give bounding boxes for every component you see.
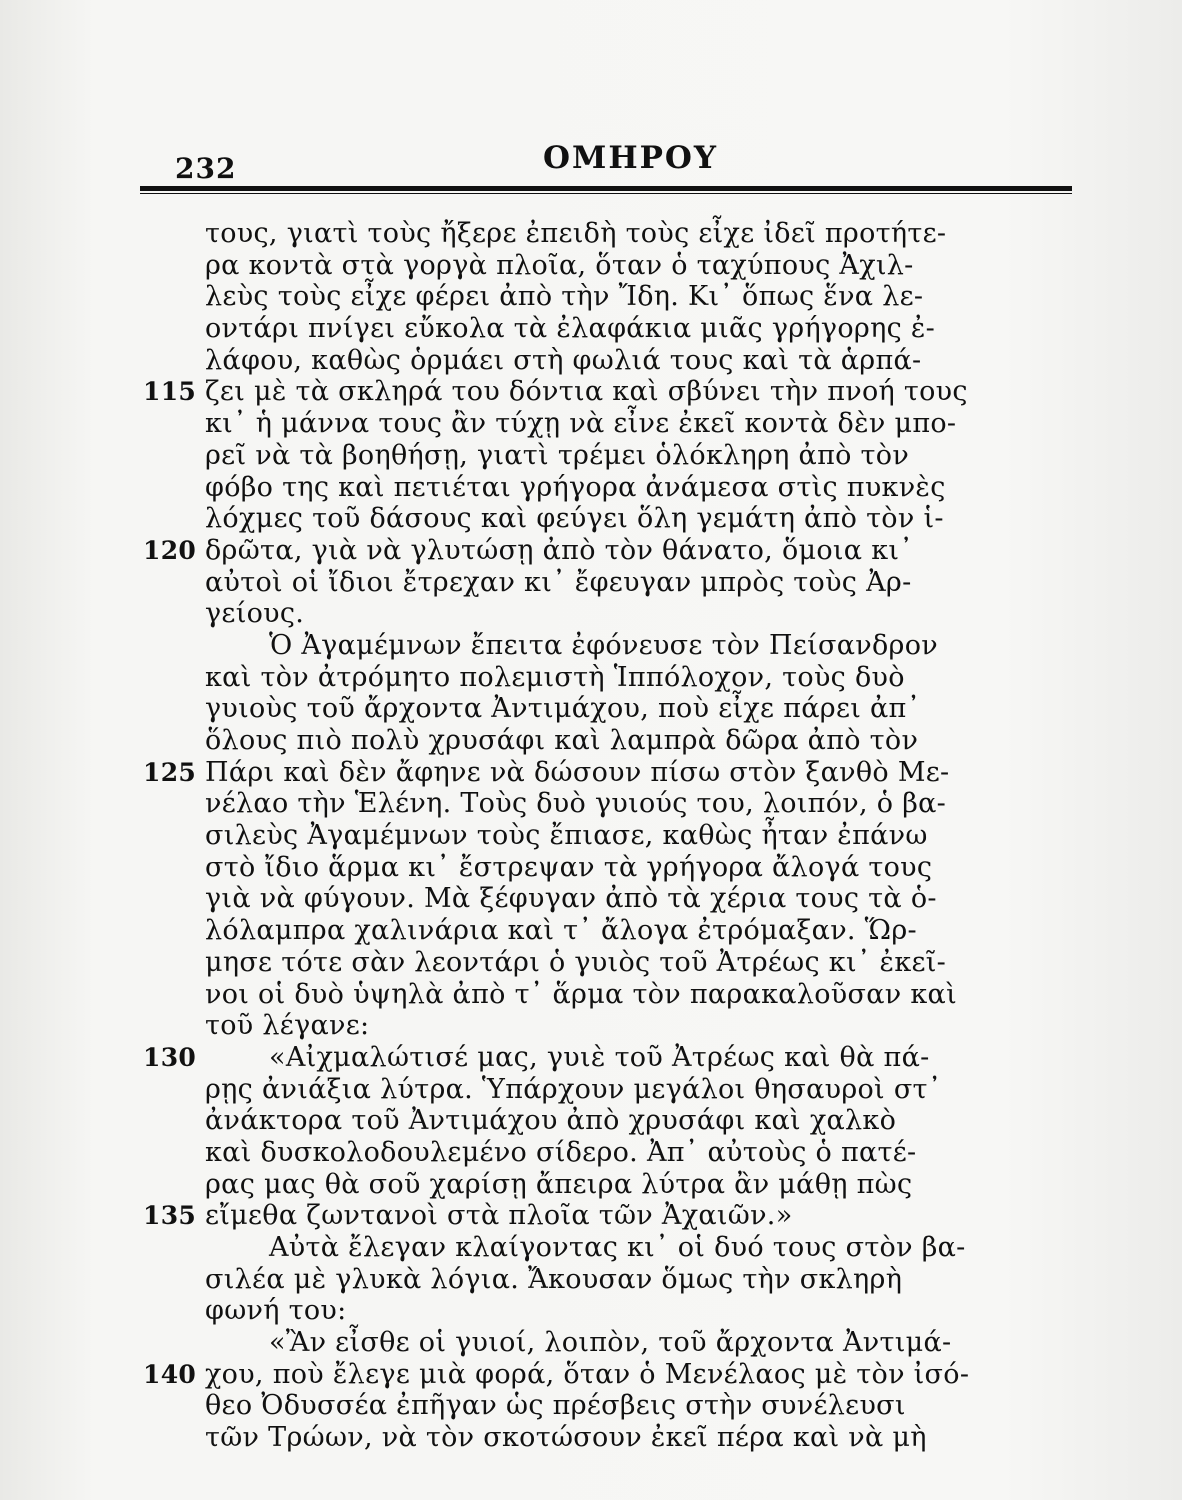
text-line [205, 883, 1075, 915]
line-text: κι᾿ ἡ μάννα τους ἂν τύχῃ νὰ εἶνε ἐκεῖ κοντὰ δὲν μπο- [205, 408, 957, 440]
line-number: 135 [143, 1201, 197, 1231]
line-text: γυιοὺς τοῦ ἄρχοντα Ἀντιμάχου, ποὺ εἶχε πάρει ἀπ᾿ [205, 693, 921, 725]
text-line [205, 788, 1075, 820]
text-line [205, 725, 1075, 757]
text-line [143, 1041, 1075, 1074]
text-line [205, 1295, 1075, 1327]
line-text: καὶ δυσκολοδουλεμένο σίδερο. Ἀπ᾿ αὐτοὺς ὁ πατέ- [205, 1136, 917, 1168]
text-line [205, 218, 1075, 250]
text-line [205, 1232, 1075, 1264]
line-text: φωνή του: [205, 1295, 347, 1327]
line-text: Ὁ Ἀγαμέμνων ἔπειτα ἐφόνευσε τὸν Πείσανδρον [269, 629, 938, 661]
text-line [205, 250, 1075, 282]
line-number: 115 [143, 377, 197, 407]
line-number: 125 [143, 757, 197, 787]
text-line [205, 1264, 1075, 1296]
line-text: δρῶτα, γιὰ νὰ γλυτώσῃ ἀπὸ τὸν θάνατο, ὅμοια κι᾿ [205, 534, 914, 566]
text-line [143, 1358, 1075, 1391]
text-line [205, 472, 1075, 504]
text-line [205, 313, 1075, 345]
text-line [205, 1074, 1075, 1106]
line-text: ρῃς ἀνιάξια λύτρα. Ὑπάρχουν μεγάλοι θησαυροὶ στ᾿ [205, 1073, 942, 1105]
text-line [205, 915, 1075, 947]
text-line [205, 1390, 1075, 1422]
text-line [143, 376, 1075, 408]
text-line [205, 852, 1075, 884]
text-line [205, 693, 1075, 725]
line-text: ζει μὲ τὰ σκληρά του δόντια καὶ σβύνει τὴν πνοή τους [205, 376, 968, 408]
text-line [205, 630, 1075, 662]
text-line [205, 345, 1075, 377]
line-text: στὸ ἴδιο ἅρμα κι᾿ ἔστρεψαν τὰ γρήγορα ἄλογά τους [205, 851, 933, 883]
text-line [205, 947, 1075, 979]
line-text: νέλαο τὴν Ἑλένη. Τοὺς δυὸ γυιούς του, λοιπόν, ὁ βα- [205, 788, 947, 820]
body-text [143, 218, 1075, 1454]
line-text: αὐτοὶ οἱ ἴδιοι ἔτρεχαν κι᾿ ἔφευγαν μπρὸς τοὺς Ἀρ- [205, 566, 912, 598]
text-line [205, 1137, 1075, 1169]
line-text: ρα κοντὰ στὰ γοργὰ πλοῖα, ὅταν ὁ ταχύπους Ἀχιλ- [205, 249, 914, 281]
text-line [205, 1327, 1075, 1359]
line-text: Πάρι καὶ δὲν ἄφηνε νὰ δώσουν πίσω στὸν ξανθὸ Με- [205, 756, 950, 788]
header-rule [140, 186, 1072, 194]
running-title: ΟΜΗΡΟΥ [543, 140, 719, 176]
line-text: Αὐτὰ ἔλεγαν κλαίγοντας κι᾿ οἱ δυό τους στὸν βα- [269, 1232, 966, 1263]
line-text: σιλεὺς Ἀγαμέμνων τοὺς ἔπιασε, καθὼς ἦταν ἐπάνω [205, 820, 928, 852]
text-line [205, 979, 1075, 1011]
text-line [205, 503, 1075, 535]
line-text: ἀνάκτορα τοῦ Ἀντιμάχου ἀπὸ χρυσάφι καὶ χαλκὸ [205, 1105, 897, 1137]
line-text: φόβο της καὶ πετιέται γρήγορα ἀνάμεσα στὶς πυκνὲς [205, 471, 946, 503]
line-text: γιὰ νὰ φύγουν. Μὰ ξέφυγαν ἀπὸ τὰ χέρια τους τὰ ὁ- [205, 883, 937, 915]
line-text: τῶν Τρώων, νὰ τὸν σκοτώσουν ἐκεῖ πέρα καὶ νὰ μὴ [205, 1422, 927, 1454]
text-line [205, 281, 1075, 313]
line-text: «Ἂν εἶσθε οἱ γυιοί, λοιπὸν, τοῦ ἄρχοντα Ἀντιμά- [269, 1327, 952, 1359]
line-text: τοῦ λέγανε: [205, 1010, 370, 1042]
line-text: εἴμεθα ζωντανοὶ στὰ πλοῖα τῶν Ἀχαιῶν.» [205, 1200, 793, 1232]
text-line [205, 598, 1075, 630]
line-number: 140 [143, 1359, 197, 1389]
line-text: λόχμες τοῦ δάσους καὶ φεύγει ὅλη γεμάτη ἀπὸ τὸν ἱ- [205, 503, 944, 535]
text-line [205, 440, 1075, 472]
line-text: σιλέα μὲ γλυκὰ λόγια. Ἄκουσαν ὅμως τὴν σκληρὴ [205, 1263, 903, 1295]
text-line [205, 1169, 1075, 1201]
line-text: «Αἰχμαλώτισέ μας, γυιὲ τοῦ Ἀτρέως καὶ θὰ πά- [269, 1041, 930, 1073]
text-line [205, 1422, 1075, 1454]
line-number: 120 [143, 535, 197, 565]
line-text: οντάρι πνίγει εὔκολα τὰ ἐλαφάκια μιᾶς γρήγορης ἐ- [205, 313, 936, 345]
text-line [205, 820, 1075, 852]
line-text: νοι οἱ δυὸ ὑψηλὰ ἀπὸ τ᾿ ἅρμα τὸν παρακαλοῦσαν καὶ [205, 978, 957, 1010]
page-header [145, 140, 1075, 185]
line-text: γείους. [205, 598, 305, 630]
line-text: θεο Ὀδυσσέα ἐπῆγαν ὡς πρέσβεις στὴν συνέλευσι [205, 1390, 906, 1422]
text-line [205, 567, 1075, 599]
text-line [205, 408, 1075, 440]
line-text: χου, ποὺ ἔλεγε μιὰ φορά, ὅταν ὁ Μενέλαος μὲ τὸν ἰσό- [205, 1358, 970, 1390]
line-text: ὅλους πιὸ πολὺ χρυσάφι καὶ λαμπρὰ δῶρα ἀπὸ τὸν [205, 725, 919, 756]
line-text: λεὺς τοὺς εἶχε φέρει ἀπὸ τὴν Ἴδη. Κι᾿ ὅπως ἕνα λε- [205, 281, 924, 313]
line-text: ρας μας θὰ σοῦ χαρίσῃ ἄπειρα λύτρα ἂν μάθῃ πὼς [205, 1168, 913, 1200]
line-text: λάφου, καθὼς ὁρμάει στὴ φωλιά τους καὶ τὰ ἁρπά- [205, 344, 922, 376]
text-line [143, 756, 1075, 789]
line-text: καὶ τὸν ἀτρόμητο πολεμιστὴ Ἱππόλοχον, τοὺς δυὸ [205, 661, 905, 693]
line-text: ρεῖ νὰ τὰ βοηθήσῃ, γιατὶ τρέμει ὁλόκληρη ἀπὸ τὸν [205, 439, 910, 471]
text-line [205, 1010, 1075, 1042]
text-line [143, 1200, 1075, 1232]
text-line [205, 662, 1075, 694]
page-number: 232 [175, 152, 237, 185]
line-number: 130 [143, 1042, 197, 1072]
line-text: μησε τότε σὰν λεοντάρι ὁ γυιὸς τοῦ Ἀτρέως κι᾿ ἐκεῖ- [205, 946, 947, 978]
line-text: τους, γιατὶ τοὺς ἤξερε ἐπειδὴ τοὺς εἶχε ἰδεῖ προτήτε- [205, 218, 947, 249]
text-line [143, 534, 1075, 567]
line-text: λόλαμπρα χαλινάρια καὶ τ᾿ ἄλογα ἐτρόμαξαν. Ὥρ- [205, 915, 917, 947]
text-line [205, 1105, 1075, 1137]
